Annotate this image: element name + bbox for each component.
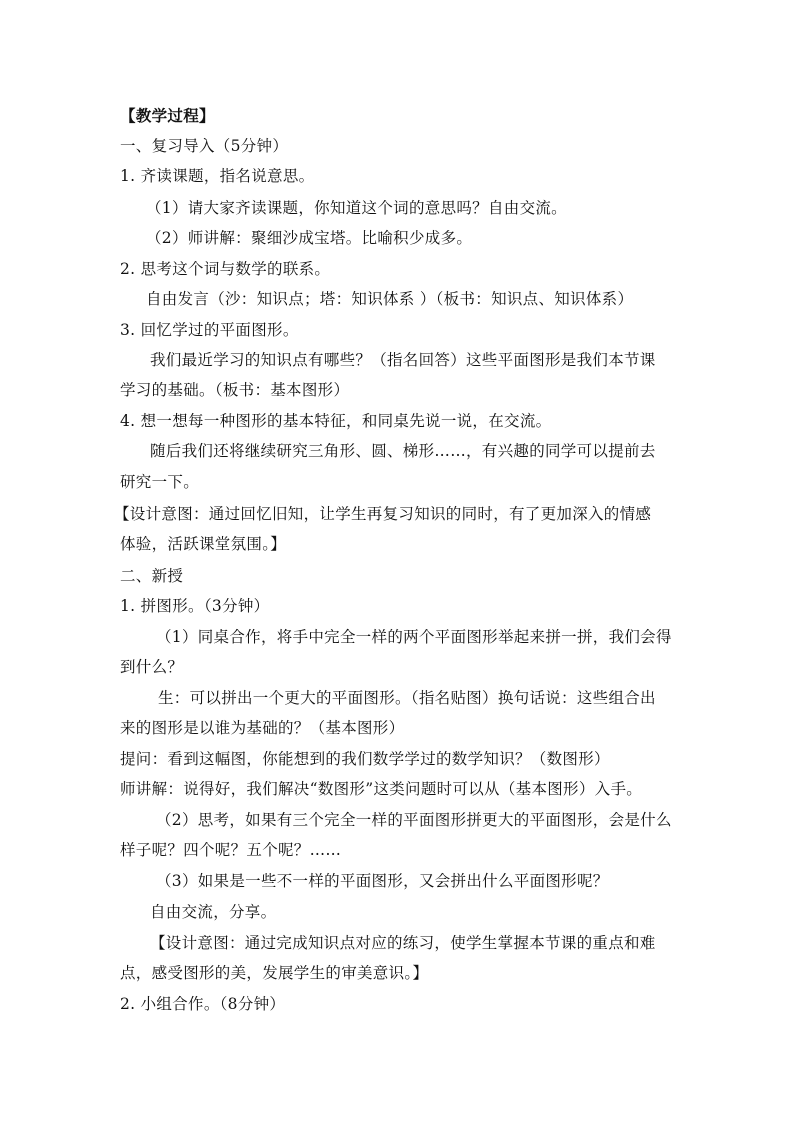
new-step-1-item-2-line-2: 样子呢？四个呢？五个呢？……	[120, 841, 342, 859]
step-1-item-1: （1）请大家齐读课题，你知道这个词的意思吗？自由交流。	[146, 199, 567, 217]
step-1-item-2: （2）师讲解：聚细沙成宝塔。比喻积少成多。	[146, 229, 473, 247]
design-intent-1-line-1: 【设计意图：通过回忆旧知，让学生再复习知识的同时，有了更加深入的情感	[114, 505, 652, 523]
step-1: 1. 齐读课题，指名说意思。	[120, 167, 315, 185]
section-heading-teaching-process: 【教学过程】	[120, 106, 215, 125]
step-4-paragraph-line-2: 研究一下。	[120, 473, 200, 491]
new-step-1-item-1-line-2: 到什么？	[120, 658, 184, 676]
teacher-explanation-line: 师讲解：说得好，我们解决“数图形”这类问题时可以从（基本图形）入手。	[120, 780, 643, 798]
new-step-1: 1. 拼图形。（3分钟）	[120, 597, 270, 615]
design-intent-2-line-2: 点，感受图形的美，发展学生的审美意识。】	[120, 964, 429, 982]
new-step-1-item-1-line-1: （1）同桌合作，将手中完全一样的两个平面图形举起来拼一拼，我们会得	[156, 628, 672, 646]
step-3: 3. 回忆学过的平面图形。	[120, 321, 299, 339]
new-step-1-item-3: （3）如果是一些不一样的平面图形，又会拼出什么平面图形呢？	[156, 872, 609, 890]
section-title-new-lesson: 二、新授	[120, 567, 184, 585]
step-4: 4. 想一想每一种图形的基本特征，和同桌先说一说，在交流。	[120, 412, 552, 430]
design-intent-1-line-2: 体验，活跃课堂氛围。】	[120, 535, 287, 553]
step-4-paragraph-line-1: 随后我们还将继续研究三角形、圆、梯形……，有兴趣的同学可以提前去	[150, 442, 656, 460]
step-3-paragraph-line-2: 学习的基础。（板书：基本图形）	[120, 381, 350, 399]
section-title-review: 一、复习导入（5分钟）	[120, 137, 289, 155]
new-step-1-item-2-line-1: （2）思考，如果有三个完全一样的平面图形拼更大的平面图形，会是什么	[156, 811, 672, 829]
student-answer-line-1: 生：可以拼出一个更大的平面图形。（指名贴图）换句话说：这些组合出	[158, 689, 656, 707]
student-answer-line-2: 来的图形是以谁为基础的？（基本图形）	[120, 719, 405, 737]
step-2: 2. 思考这个词与数学的联系。	[120, 260, 331, 278]
step-3-paragraph-line-1: 我们最近学习的知识点有哪些？（指名回答）这些平面图形是我们本节课	[150, 351, 656, 369]
question-line: 提问：看到这幅图，你能想到的我们数学学过的数学知识？（数图形）	[120, 750, 610, 768]
new-step-2: 2. 小组合作。（8分钟）	[120, 995, 286, 1013]
design-intent-2-line-1: 【设计意图：通过完成知识点对应的练习，使学生掌握本节课的重点和难	[150, 934, 656, 952]
free-exchange-line: 自由交流，分享。	[150, 903, 277, 921]
step-2-note: 自由发言（沙：知识点；塔：知识体系 ）（板书：知识点、知识体系）	[146, 290, 634, 308]
